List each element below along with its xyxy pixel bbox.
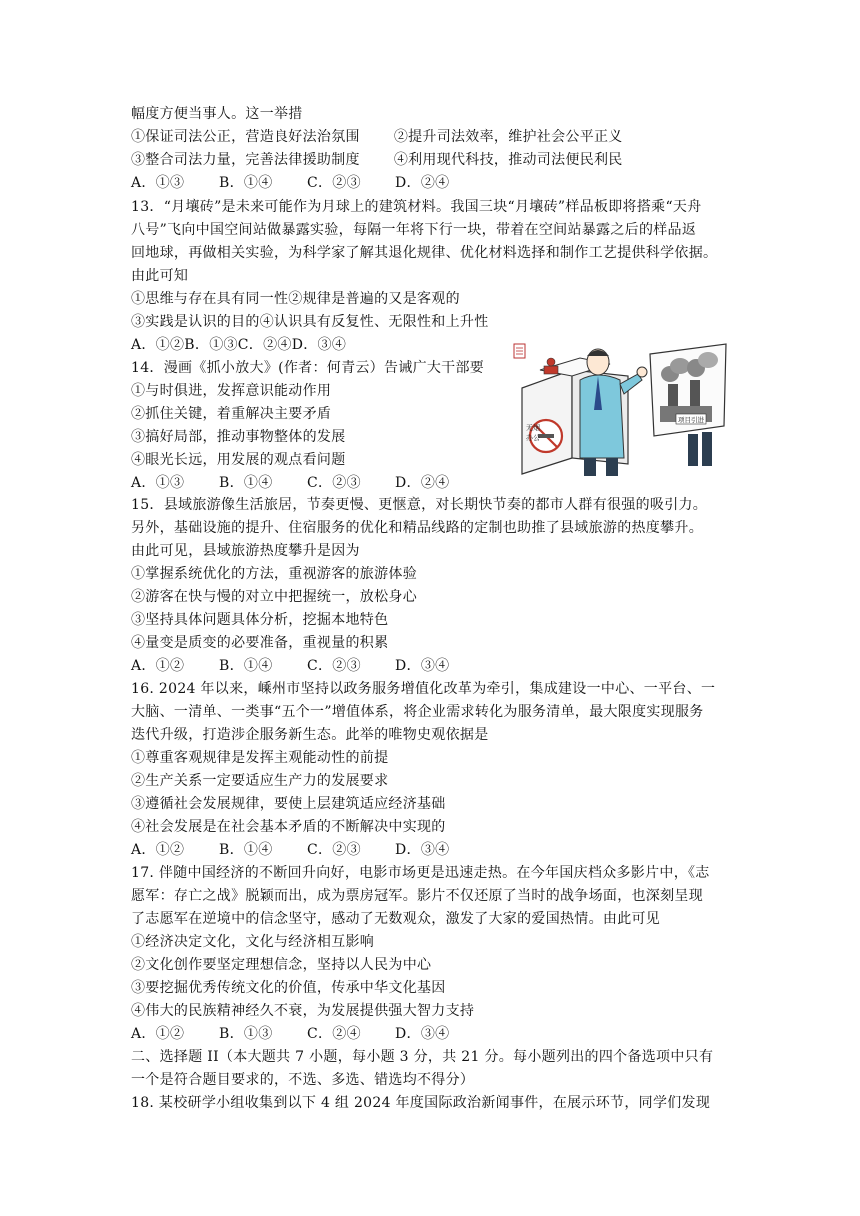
q15-choice-b[interactable]: B．①④ (219, 658, 273, 674)
q15-choice-d[interactable]: D．③④ (395, 658, 450, 674)
q13-stem-line-2: 八号”飞向中国空间站做暴露实验，每隔一年将下行一块，带着在空间站暴露之后的样品返 (131, 222, 697, 238)
q15-choice-a[interactable]: A．①② (131, 658, 185, 674)
q16-stem-line-1: 16. 2024 年以来，嵊州市坚持以政务服务增值化改革为牵引，集成建设一中心、一平台、一 (131, 681, 716, 697)
q12-option-row-1 (131, 126, 623, 148)
q17-choice-b[interactable]: B．①③ (219, 1026, 273, 1042)
q14-choice-b[interactable]: B．①④ (219, 475, 273, 491)
q12-item-4: ④利用现代科技，推动司法便民利民 (393, 152, 623, 168)
q16-item-4: ④社会发展是在社会基本矛盾的不断解决中实现的 (131, 819, 446, 835)
q13-items-2: ③实践是认识的目的④认识具有反复性、无限性和上升性 (131, 314, 489, 330)
counter-sign-text-1: 无烟 (526, 424, 540, 432)
q17-item-3: ③要挖掘优秀传统文化的价值，传承中华文化基因 (131, 980, 446, 996)
q16-item-1: ①尊重客观规律是发挥主观能动性的前提 (131, 750, 389, 766)
thumbs-up-icon (637, 367, 647, 377)
q18-stem-line-1: 18. 某校研学小组收集到以下 4 组 2024 年度国际政治新闻事件，在展示环节，同学们发现 (131, 1095, 711, 1111)
section-2-header-line-1: 二、选择题 II（本大题共 7 小题，每小题 3 分，共 21 分。每小题列出的四个备选项中只有 (131, 1049, 714, 1065)
q14-choice-c[interactable]: C．②③ (307, 475, 361, 491)
q14-item-1: ①与时俱进，发挥意识能动作用 (131, 383, 332, 399)
q15-stem-line-2: 另外，基础设施的提升、住宿服务的优化和精品线路的定制也助推了县域旅游的热度攀升。 (131, 520, 703, 536)
q16-choices (131, 839, 449, 861)
q16-choice-b[interactable]: B．①④ (219, 842, 273, 858)
q12-stem-tail: 幅度方便当事人。这一举措 (131, 106, 303, 122)
q16-stem-line-3: 迭代升级，打造涉企服务新生态。此举的唯物史观依据是 (131, 727, 489, 743)
q14-stem: 14．漫画《抓小放大》(作者：何青云）告诫广大干部要 (131, 360, 485, 376)
q16-stem-line-2: 大脑、一清单、一类事“五个一”增值体系，将企业需求转化为服务清单，最大限度实现服务 (131, 704, 704, 720)
q12-option-row-2 (131, 149, 623, 171)
q12-choices (131, 172, 449, 194)
q15-choice-c[interactable]: C．②③ (307, 658, 361, 674)
q15-item-1: ①掌握系统优化的方法，重视游客的旅游体验 (131, 566, 417, 582)
q17-stem-line-1: 17. 伴随中国经济的不断回升向好，电影市场更是迅速走热。在今年国庆档众多影片中，《志 (131, 865, 710, 881)
project-poster (650, 344, 726, 466)
q13-stem-line-3: 回地球，再做相关实验，为科学家了解其退化规律、优化材料选择和制作工艺提供科学依据。 (131, 245, 718, 261)
q12-choice-c[interactable]: C．②③ (307, 175, 361, 191)
q17-choice-a[interactable]: A．①② (131, 1026, 185, 1042)
q12-choice-d[interactable]: D．②④ (395, 175, 450, 191)
q15-stem-line-1: 15．县域旅游像生活旅居，节奏更慢、更惬意，对长期快节奏的都市人群有很强的吸引力。 (131, 497, 708, 513)
q14-item-4: ④眼光长远，用发展的观点看问题 (131, 452, 346, 468)
q16-choice-d[interactable]: D．③④ (395, 842, 450, 858)
q13-stem-line-4: 由此可知 (131, 268, 189, 284)
q17-item-2: ②文化创作要坚定理想信念，坚持以人民为中心 (131, 957, 432, 973)
q16-item-2: ②生产关系一定要适应生产力的发展要求 (131, 773, 389, 789)
q14-choice-a[interactable]: A．①③ (131, 475, 185, 491)
q13-stem-line-1: 13．“月壤砖”是未来可能作为月球上的建筑材料。我国三块“月壤砖”样品板即将搭乘“天舟 (131, 199, 702, 215)
q12-item-2: ②提升司法效率，维护社会公平正义 (393, 129, 623, 145)
q12-item-1: ①保证司法公正，营造良好法治氛围 (131, 129, 360, 145)
q12-item-3: ③整合司法力量，完善法律援助制度 (131, 152, 360, 168)
q12-choice-a[interactable]: A．①③ (131, 175, 185, 191)
q15-choices (131, 655, 449, 677)
q15-item-3: ③坚持具体问题具体分析，挖掘本地特色 (131, 612, 389, 628)
q17-item-4: ④伟大的民族精神经久不衰，为发展提供强大智力支持 (131, 1003, 475, 1019)
artist-stamp (514, 344, 525, 358)
q17-item-1: ①经济决定文化，文化与经济相互影响 (131, 934, 375, 950)
q17-stem-line-2: 愿军：存亡之战》脱颖而出，成为票房冠军。影片不仅还原了当时的战争场面，也深刻呈现 (131, 888, 703, 904)
q14-item-3: ③搞好局部，推动事物整体的发展 (131, 429, 346, 445)
q14-choices (131, 472, 449, 494)
counter-sign-text-2: 办公 (526, 434, 540, 442)
q14-choice-d[interactable]: D．②④ (395, 475, 450, 491)
q15-item-2: ②游客在快与慢的对立中把握统一，放松身心 (131, 589, 417, 605)
q17-choices (131, 1023, 449, 1045)
q17-stem-line-3: 了志愿军在逆境中的信念坚守，感动了无数观众，激发了大家的爱国热情。由此可见 (131, 911, 661, 927)
q13-choices[interactable]: A．①②B．①③C．②④D．③④ (131, 337, 347, 353)
section-2-header-line-2: 一个是符合题目要求的，不选、多选、错选均不得分） (131, 1072, 475, 1088)
q16-choice-a[interactable]: A．①② (131, 842, 185, 858)
q17-choice-d[interactable]: D．③④ (395, 1026, 450, 1042)
poster-label: 项目引进 (678, 416, 704, 424)
q14-item-2: ②抓住关键，着重解决主要矛盾 (131, 406, 332, 422)
official-figure (580, 349, 647, 476)
q16-item-3: ③遵循社会发展规律，要使上层建筑适应经济基础 (131, 796, 446, 812)
q12-choice-b[interactable]: B．①④ (219, 175, 273, 191)
q17-choice-c[interactable]: C．②④ (307, 1026, 361, 1042)
q15-stem-line-3: 由此可见，县域旅游热度攀升是因为 (131, 543, 360, 559)
q16-choice-c[interactable]: C．②③ (307, 842, 361, 858)
cartoon-illustration (510, 340, 732, 478)
q15-item-4: ④量变是质变的必要准备，重视量的积累 (131, 635, 389, 651)
q13-items-1: ①思维与存在具有同一性②规律是普遍的又是客观的 (131, 291, 460, 307)
